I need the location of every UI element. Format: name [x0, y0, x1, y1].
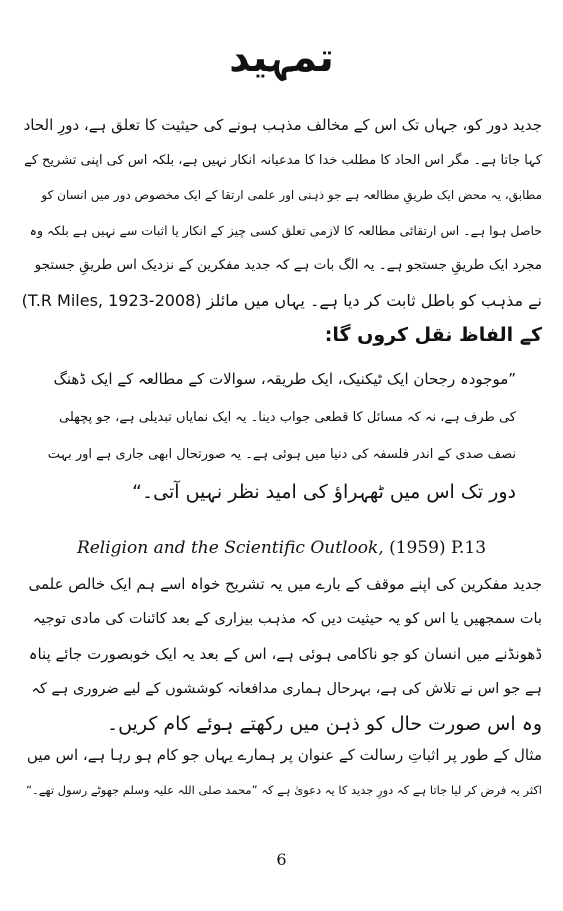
quote-line: کی طرف ہے، نہ کہ مسائل کا قطعی جواب دینا۔ یہ ایک نمایاں تبدیلی ہے، جو پچھلی	[58, 409, 516, 425]
quote-line: ”موجودہ رجحان ایک ٹیکنیک، ایک طریقہ، سوالات کے مطالعہ کے ایک ڈھنگ	[53, 370, 516, 388]
text-line: بات سمجھیں یا اس کو یہ حیثیت دیں کہ مذہب بیزاری کے بعد کائنات کی مادی توجیہ	[32, 611, 542, 627]
text-line: اکثر یہ فرض کر لیا جاتا ہے کہ دورِ جدید کا یہ دعویٰ ہے کہ ”محمد صلی اللہ علیہ وسلم جھوٹے رسول تھے۔“	[26, 783, 542, 797]
text-line: حاصل ہوا ہے۔ اس ارتقائی مطالعہ کا لازمی تعلق کسی چیز کے انکار یا اثبات سے نہیں ہے بلکہ وہ	[29, 223, 542, 238]
text-line: مثال کے طور پر اثباتِ رسالت کے عنوان پر ہمارے یہاں جو کام ہو رہا ہے، اس میں	[26, 746, 542, 764]
paragraph-intro	[22, 108, 542, 353]
text-line: مجرد ایک طریقِ جستجو ہے۔ یہ الگ بات ہے کہ جدید مفکرین کے نزدیک اس طریقِ جستجو	[34, 257, 542, 273]
quote-line: نصف صدی کے اندر فلسفہ کی دنیا میں ہوئی ہے۔ یہ صورتحال ابھی جاری ہے اور بہت	[48, 447, 516, 462]
text-line: کہا جاتا ہے۔ مگر اس الحاد کا مطلب خدا کا مدعیانہ انکار نہیں ہے، بلکہ اس کی اپنی تشریح کے	[24, 153, 542, 168]
author-reference: (T.R Miles, 1923-2008)	[22, 291, 202, 310]
citation-book: Religion and the Scientific Outlook,	[76, 538, 384, 558]
page-number: 6	[276, 850, 287, 869]
page-title: تمہید	[229, 35, 334, 81]
text-line: کے الفاظ نقل کروں گا:	[324, 324, 542, 346]
text-segment: نے مذہب کو باطل ثابت کر دیا ہے۔ یہاں میں مائلز	[206, 291, 542, 310]
paragraph-third	[22, 738, 542, 808]
text-line: وہ اس صورت حال کو ذہن میں رکھتے ہوئے کام کریں۔	[106, 713, 542, 735]
text-line: جدید دور کو، جہاں تک اس کے مخالف مذہب ہونے کی حیثیت کا تعلق ہے، دورِ الحاد	[23, 116, 542, 134]
text-line-with-reference	[22, 283, 542, 318]
block-quote	[48, 361, 516, 511]
text-line: مطابق، یہ محض ایک طریقِ مطالعہ ہے جو ذہنی اور علمی ارتقا کے ایک مخصوص دور میں انسان کو	[41, 188, 542, 202]
citation	[0, 536, 563, 560]
paragraph-second	[22, 567, 542, 742]
text-line: ہے جو اس نے تلاش کی ہے، بہرحال ہماری مدافعانہ کوششوں کے لیے ضروری ہے کہ	[31, 681, 542, 697]
citation-details: (1959) P.13	[383, 538, 487, 558]
text-line: ڈھونڈنے میں انسان کو جو ناکامی ہوئی ہے، اس کے بعد یہ ایک خوبصورت جائے پناہ	[28, 645, 542, 663]
quote-line: دور تک اس میں ٹھہراؤ کی امید نظر نہیں آتی۔“	[132, 480, 516, 503]
text-line: جدید مفکرین کی اپنے موقف کے بارے میں یہ تشریح خواہ اسے ہم ایک خالص علمی	[28, 575, 542, 593]
